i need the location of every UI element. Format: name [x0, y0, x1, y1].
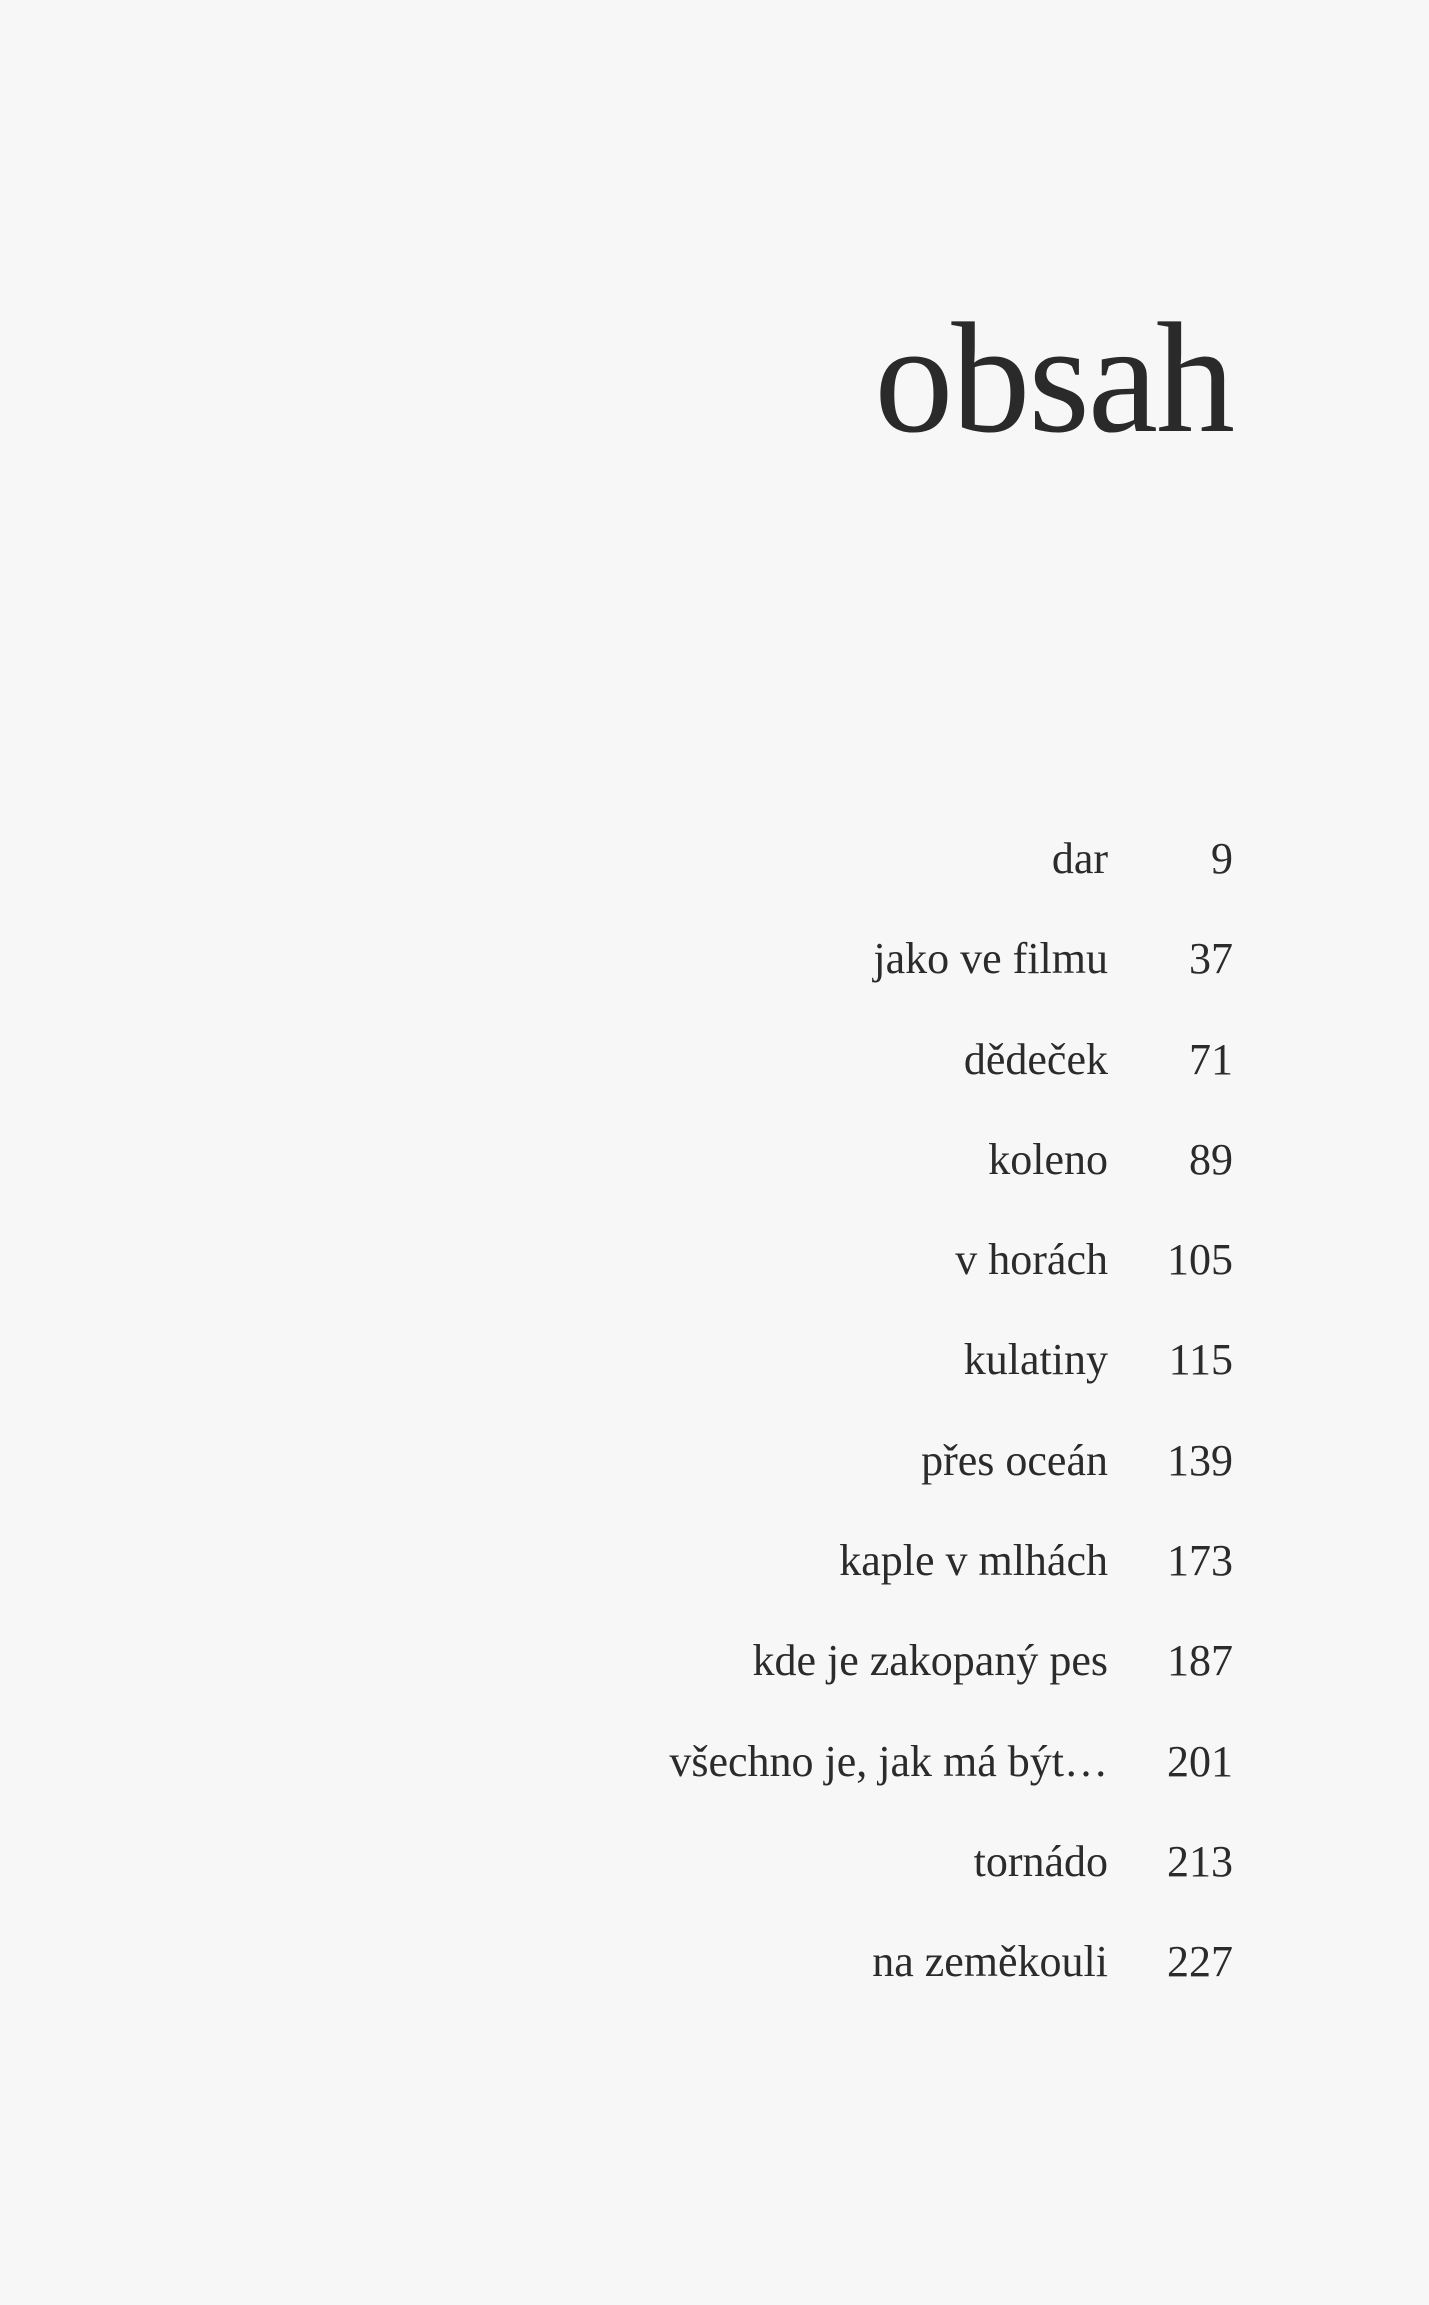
- toc-entry: [333, 1936, 1233, 2036]
- toc-entry: [333, 1836, 1233, 1936]
- toc-entry-page: 37: [1189, 934, 1233, 984]
- toc-entry-page: 9: [1211, 834, 1233, 883]
- toc-entry-page: 89: [1189, 1134, 1233, 1184]
- toc-entry-title: kaple v mlhách: [839, 1536, 1108, 1586]
- toc-entry: [333, 1435, 1233, 1535]
- toc-entry: [333, 1736, 1233, 1836]
- toc-entry: [333, 1635, 1233, 1735]
- toc-entry-page: 173: [1167, 1536, 1233, 1586]
- toc-entry-page: 201: [1167, 1736, 1233, 1786]
- toc-entry-page: 105: [1167, 1235, 1233, 1285]
- toc-entry-title: dar: [1051, 834, 1108, 883]
- toc-entry-page: 139: [1167, 1435, 1233, 1485]
- toc-entry: [333, 833, 1233, 933]
- page-title: obsah: [874, 291, 1233, 466]
- toc-entry-title: na zeměkouli: [872, 1937, 1108, 1987]
- toc-entry: [333, 1535, 1233, 1635]
- toc-entry-title: v horách: [955, 1235, 1108, 1285]
- toc-entry-page: 227: [1167, 1937, 1233, 1987]
- toc-entry-title: kulatiny: [963, 1335, 1108, 1385]
- toc-entry-title: všechno je, jak má být…: [669, 1736, 1108, 1786]
- toc-entry-title: koleno: [988, 1134, 1108, 1184]
- toc-entry: [333, 1034, 1233, 1134]
- toc-entry-title: jako ve filmu: [873, 934, 1108, 984]
- toc-entry-title: kde je zakopaný pes: [752, 1636, 1108, 1686]
- table-of-contents: [333, 833, 1233, 2037]
- toc-entry-title: dědeček: [963, 1034, 1108, 1084]
- toc-entry-page: 187: [1167, 1636, 1233, 1686]
- toc-entry: [333, 1334, 1233, 1434]
- toc-entry-page: 213: [1167, 1836, 1233, 1886]
- toc-entry-page: 71: [1189, 1034, 1233, 1084]
- toc-entry-title: tornádo: [973, 1836, 1108, 1886]
- toc-entry-title: přes oceán: [921, 1435, 1108, 1485]
- toc-entry-page: 115: [1168, 1335, 1233, 1385]
- toc-entry: [333, 1134, 1233, 1234]
- toc-entry: [333, 933, 1233, 1033]
- toc-entry: [333, 1234, 1233, 1334]
